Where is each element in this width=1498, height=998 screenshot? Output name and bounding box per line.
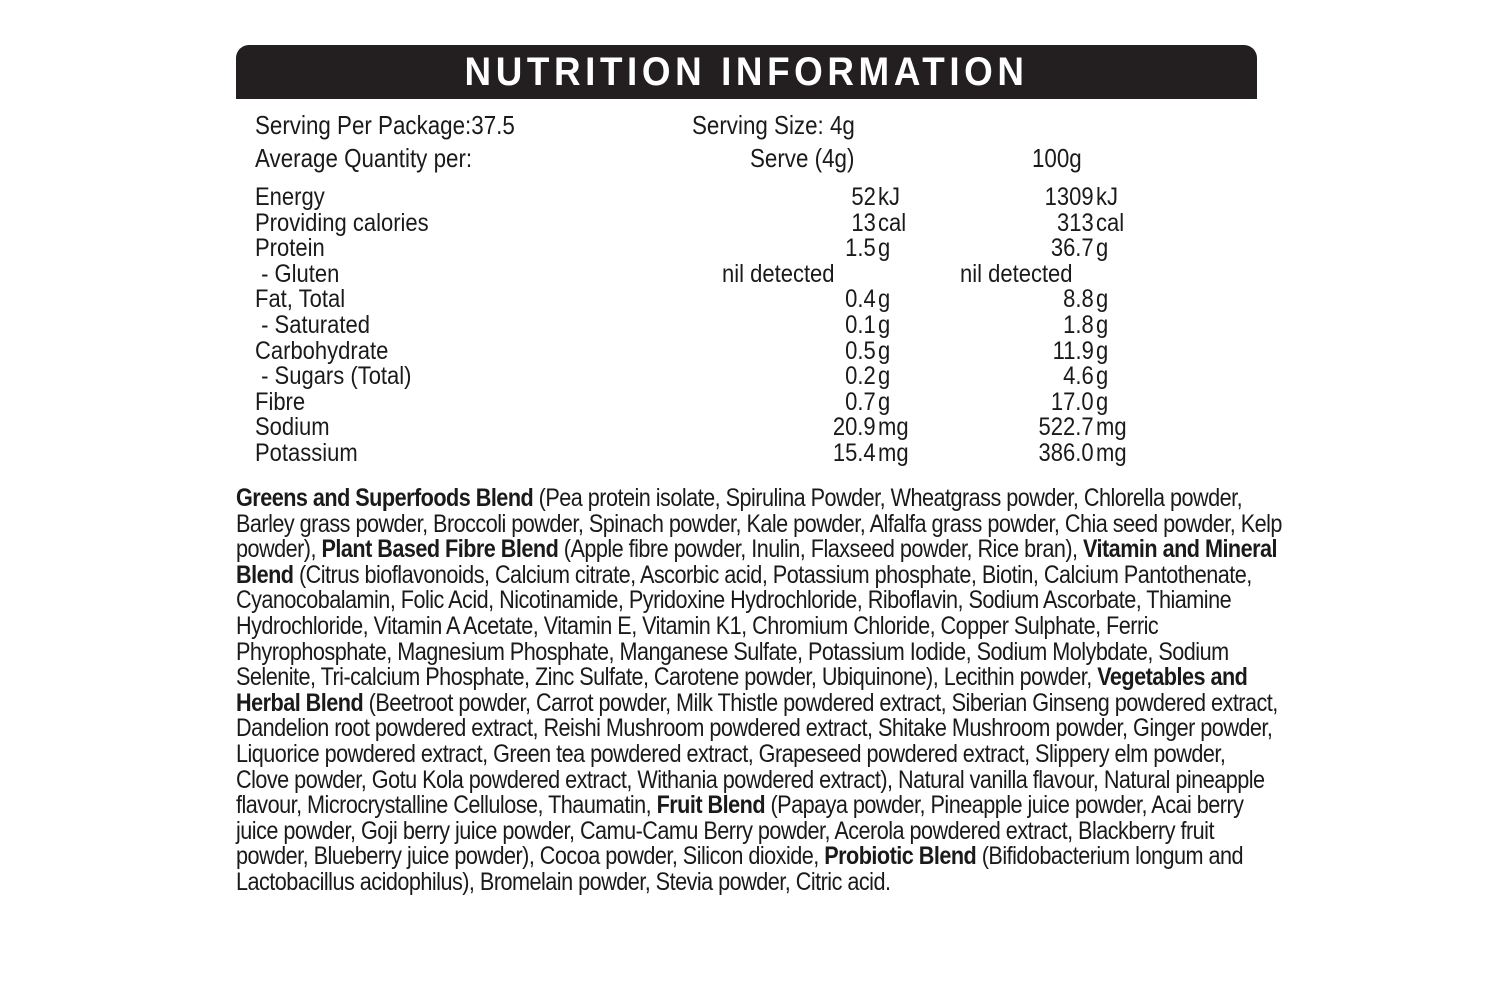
nutrient-row-protein <box>0 236 1498 262</box>
serve-unit: kJ <box>878 183 900 211</box>
nutrient-name: Protein <box>255 234 325 263</box>
blend-text-vitamin: (Citrus bioflavonoids, Calcium citrate, Ascorbic acid, Potassium phosphate, Biotin, Calcium Pantothenate, Cyanocobalamin, Folic Acid, Nicotinamide, Pyridoxine Hydrochloride, Riboflavin, Sodium Ascorbate, Thiamine Hydrochloride, Vitamin A Acetate, Vitamin E, Vitamin K1, Chromium Chloride, Copper Sulphate, Ferric Phyrophosphate, Magnesium Phosphate, Manganese Sulfate, Potassium Iodide, Sodium Molybdate, Sodium Selenite, Tri-calcium Phosphate, Zinc Sulfate, Carotene powder, Ubiquinone), Lecithin powder, <box>236 560 1252 692</box>
nutrient-row-carbohydrate <box>0 336 1498 365</box>
per100-unit: g <box>1096 234 1109 263</box>
per100-unit: g <box>1096 336 1109 365</box>
per100-value: 522.7 <box>1038 413 1094 442</box>
serve-unit: mg <box>878 413 909 442</box>
nutrient-name: Fibre <box>255 387 306 416</box>
serve-value: 15.4 <box>833 439 876 467</box>
blend-text-probiotic: (Bifidobacterium longum and Lactobacillus acidophilus), Bromelain powder, Stevia powder, Citric acid. <box>236 842 1243 896</box>
serve-unit: g <box>878 234 891 263</box>
nutrient-name: Carbohydrate <box>255 336 389 365</box>
nutrient-row-potassium <box>0 441 1498 467</box>
serve-unit: g <box>878 362 891 391</box>
per100-value: 36.7 <box>1051 234 1094 263</box>
per100-unit: mg <box>1096 413 1127 442</box>
per100-value: 11.9 <box>1052 336 1094 365</box>
average-quantity-label: Average Quantity per: <box>255 143 473 173</box>
blend-title-vegetables: Vegetables and Herbal Blend <box>236 663 1248 717</box>
blend-title-fibre: Plant Based Fibre Blend <box>321 535 559 564</box>
per100-value: 8.8 <box>1063 285 1094 314</box>
nutrient-name: - Sugars (Total) <box>255 362 412 391</box>
nutrient-row-saturated <box>0 313 1498 339</box>
serve-value: 20.9 <box>833 413 876 442</box>
per100-value: 1309 <box>1045 183 1094 211</box>
per100-unit: kJ <box>1096 183 1118 211</box>
per100-unit: g <box>1096 311 1109 339</box>
serving-per-package: Serving Per Package:37.5 <box>255 110 515 140</box>
nutrient-row-sodium <box>0 415 1498 441</box>
per100-unit: g <box>1096 387 1109 416</box>
nutrient-name: Energy <box>255 183 325 211</box>
nutrient-name: - Gluten <box>255 259 340 288</box>
column-header-serve: Serve (4g) <box>750 143 855 173</box>
per100-unit: mg <box>1096 439 1127 467</box>
nutrient-row-gluten <box>0 259 1498 288</box>
blend-title-probiotic: Probiotic Blend <box>824 842 977 871</box>
serve-value: 0.4 <box>845 285 876 314</box>
per100-unit: cal <box>1096 208 1125 237</box>
per100-value: 313 <box>1057 208 1094 237</box>
per100-value: 1.8 <box>1063 311 1094 339</box>
per100-unit: g <box>1096 285 1109 314</box>
nutrient-name: Potassium <box>255 439 358 467</box>
serve-value: 13 <box>851 208 876 237</box>
nutrient-row-energy <box>0 185 1498 211</box>
blend-text-fibre: (Apple fibre powder, Inulin, Flaxseed powder, Rice bran), <box>558 535 1083 564</box>
blend-text-greens: (Pea protein isolate, Spirulina Powder, Wheatgrass powder, Chlorella powder, Barley grass powder, Broccoli powder, Spinach powder, Kale powder, Alfalfa grass powder, Chia seed powder, Kelp powder), <box>236 484 1282 564</box>
per100-value: 4.6 <box>1063 362 1094 391</box>
blend-title-vitamin: Vitamin and Mineral Blend <box>236 535 1278 589</box>
nutrient-name: Fat, Total <box>255 285 346 314</box>
nutrient-row-fat-total <box>0 287 1498 313</box>
column-header-100g: 100g <box>1032 143 1082 173</box>
nutrition-header-bar <box>236 45 1257 99</box>
blend-text-fruit: (Papaya powder, Pineapple juice powder, Acai berry juice powder, Goji berry juice powder, Camu-Camu Berry powder, Acerola powdered extract, Blackberry fruit powder, Blueberry juice powder), Cocoa powder, Silicon dioxide, <box>236 791 1244 871</box>
per100-value: nil detected <box>960 259 1073 288</box>
blend-title-fruit: Fruit Blend <box>656 791 766 820</box>
serve-unit: g <box>878 336 891 365</box>
serve-value: 1.5 <box>845 234 876 263</box>
nutrition-title: NUTRITION INFORMATION <box>464 50 1029 94</box>
nutrient-row-sugars <box>0 364 1498 390</box>
nutrient-name: - Saturated <box>255 311 370 339</box>
serve-value: 0.5 <box>845 336 876 365</box>
nutrient-row-calories <box>0 208 1498 237</box>
serve-unit: g <box>878 285 891 314</box>
serve-value: nil detected <box>722 259 835 288</box>
nutrient-name: Providing calories <box>255 208 429 237</box>
serving-size: Serving Size: 4g <box>692 110 855 140</box>
nutrient-name: Sodium <box>255 413 330 442</box>
serve-unit: cal <box>878 208 907 237</box>
serve-value: 52 <box>851 183 876 211</box>
serve-unit: g <box>878 311 891 339</box>
serve-value: 0.2 <box>845 362 876 391</box>
per100-value: 17.0 <box>1051 387 1094 416</box>
blend-title-greens: Greens and Superfoods Blend <box>236 484 534 512</box>
serve-value: 0.7 <box>845 387 876 416</box>
serve-unit: g <box>878 387 891 416</box>
nutrient-row-fibre <box>0 387 1498 416</box>
serve-value: 0.1 <box>845 311 876 339</box>
serve-unit: mg <box>878 439 909 467</box>
ingredients-list <box>236 486 1283 896</box>
per100-unit: g <box>1096 362 1109 391</box>
per100-value: 386.0 <box>1038 439 1094 467</box>
blend-text-vegetables: (Beetroot powder, Carrot powder, Milk Thistle powdered extract, Siberian Ginseng powdered extract, Dandelion root powdered extract, Reishi Mushroom powdered extract, Shitake Mushroom powder, Ginger powder, Liquorice powdered extract, Green tea powdered extract, Grapeseed powdered extract, Slippery elm powder, Clove powder, Gotu Kola powdered extract, Withania powdered extract), Natural vanilla flavour, Natural pineapple flavour, Microcrystalline Cellulose, Thaumatin, <box>236 688 1278 820</box>
